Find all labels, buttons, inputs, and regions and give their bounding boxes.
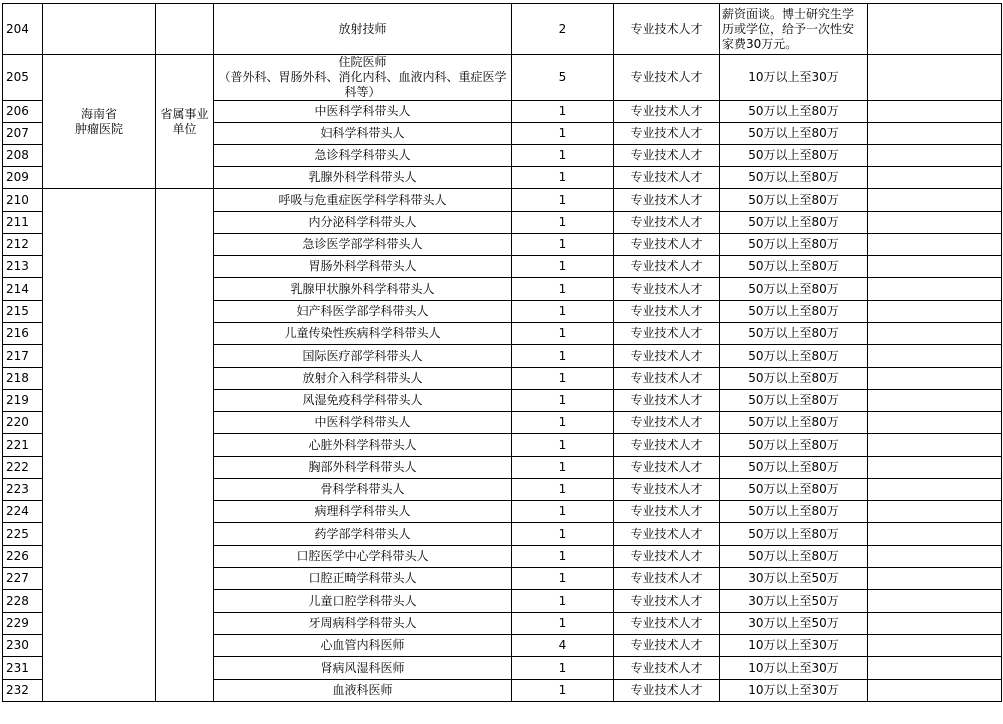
table-row[interactable] [3,4,1002,55]
headcount-cell[interactable]: 1 [512,546,614,568]
category-cell[interactable]: 专业技术人才 [614,523,720,546]
row-number-cell[interactable]: 216 [3,323,43,345]
position-cell[interactable]: 放射介入科学科带头人 [214,368,512,390]
remarks-cell[interactable] [868,189,1002,212]
category-cell[interactable]: 专业技术人才 [614,590,720,613]
position-cell[interactable]: 风湿免疫科学科带头人 [214,390,512,412]
hospital-cell[interactable]: 海南省 肿瘤医院 [43,55,156,189]
position-cell[interactable]: 中医科学科带头人 [214,101,512,123]
position-cell[interactable]: 儿童口腔学科带头人 [214,590,512,613]
headcount-cell[interactable]: 1 [512,345,614,368]
remarks-cell[interactable] [868,145,1002,167]
row-number-cell[interactable]: 207 [3,123,43,145]
row-number-cell[interactable]: 229 [3,613,43,635]
position-cell[interactable]: 胃肠外科学科带头人 [214,256,512,278]
headcount-cell[interactable]: 1 [512,680,614,702]
headcount-cell[interactable]: 4 [512,635,614,657]
salary-cell[interactable]: 10万以上至30万 [720,635,868,657]
remarks-cell[interactable] [868,323,1002,345]
remarks-cell[interactable] [868,55,1002,101]
row-number-cell[interactable]: 227 [3,568,43,590]
headcount-cell[interactable]: 5 [512,55,614,101]
table-row[interactable] [3,189,1002,212]
headcount-cell[interactable]: 1 [512,301,614,323]
position-cell[interactable]: 国际医疗部学科带头人 [214,345,512,368]
salary-cell[interactable]: 10万以上至30万 [720,680,868,702]
salary-cell[interactable]: 30万以上至50万 [720,613,868,635]
salary-cell[interactable]: 50万以上至80万 [720,501,868,523]
row-number-cell[interactable]: 218 [3,368,43,390]
salary-cell[interactable]: 50万以上至80万 [720,368,868,390]
category-cell[interactable]: 专业技术人才 [614,434,720,457]
category-cell[interactable]: 专业技术人才 [614,234,720,256]
category-cell[interactable]: 专业技术人才 [614,167,720,189]
remarks-cell[interactable] [868,345,1002,368]
position-cell[interactable]: 乳腺甲状腺外科学科带头人 [214,278,512,301]
headcount-cell[interactable]: 1 [512,123,614,145]
remarks-cell[interactable] [868,479,1002,501]
headcount-cell[interactable]: 1 [512,390,614,412]
position-cell[interactable]: 心脏外科学科带头人 [214,434,512,457]
row-number-cell[interactable]: 230 [3,635,43,657]
salary-cell[interactable]: 50万以上至80万 [720,278,868,301]
salary-cell[interactable]: 50万以上至80万 [720,301,868,323]
remarks-cell[interactable] [868,123,1002,145]
category-cell[interactable]: 专业技术人才 [614,101,720,123]
recruitment-table [2,3,1002,702]
position-cell[interactable]: 口腔正畸学科带头人 [214,568,512,590]
row-number-cell[interactable]: 210 [3,189,43,212]
remarks-cell[interactable] [868,680,1002,702]
unit-type-cell[interactable]: 省属事业 单位 [156,55,214,189]
salary-cell[interactable]: 50万以上至80万 [720,123,868,145]
remarks-cell[interactable] [868,657,1002,680]
position-cell[interactable]: 急诊科学科带头人 [214,145,512,167]
salary-cell[interactable]: 30万以上至50万 [720,568,868,590]
row-number-cell[interactable]: 205 [3,55,43,101]
salary-cell[interactable]: 50万以上至80万 [720,101,868,123]
position-cell[interactable]: 心血管内科医师 [214,635,512,657]
category-cell[interactable]: 专业技术人才 [614,278,720,301]
headcount-cell[interactable]: 1 [512,167,614,189]
remarks-cell[interactable] [868,412,1002,434]
position-cell[interactable]: 放射技师 [214,4,512,55]
salary-cell[interactable]: 50万以上至80万 [720,234,868,256]
remarks-cell[interactable] [868,4,1002,55]
salary-cell[interactable]: 50万以上至80万 [720,256,868,278]
headcount-cell[interactable]: 1 [512,479,614,501]
row-number-cell[interactable]: 215 [3,301,43,323]
salary-cell[interactable]: 50万以上至80万 [720,323,868,345]
row-number-cell[interactable]: 209 [3,167,43,189]
remarks-cell[interactable] [868,523,1002,546]
category-cell[interactable]: 专业技术人才 [614,613,720,635]
category-cell[interactable]: 专业技术人才 [614,368,720,390]
headcount-cell[interactable]: 1 [512,434,614,457]
headcount-cell[interactable]: 1 [512,189,614,212]
hospital-cell-empty[interactable] [43,189,156,702]
table-body [3,4,1002,702]
category-cell[interactable]: 专业技术人才 [614,568,720,590]
salary-cell[interactable]: 50万以上至80万 [720,345,868,368]
position-cell[interactable]: 口腔医学中心学科带头人 [214,546,512,568]
row-number-cell[interactable]: 212 [3,234,43,256]
remarks-cell[interactable] [868,301,1002,323]
category-cell[interactable]: 专业技术人才 [614,256,720,278]
remarks-cell[interactable] [868,457,1002,479]
unit-type-cell-empty[interactable] [156,4,214,55]
salary-cell[interactable]: 30万以上至50万 [720,590,868,613]
category-cell[interactable]: 专业技术人才 [614,55,720,101]
salary-cell[interactable]: 50万以上至80万 [720,434,868,457]
headcount-cell[interactable]: 1 [512,145,614,167]
position-cell[interactable]: 血液科医师 [214,680,512,702]
headcount-cell[interactable]: 1 [512,234,614,256]
remarks-cell[interactable] [868,167,1002,189]
row-number-cell[interactable]: 211 [3,212,43,234]
position-cell[interactable]: 妇科学科带头人 [214,123,512,145]
category-cell[interactable]: 专业技术人才 [614,189,720,212]
remarks-cell[interactable] [868,212,1002,234]
headcount-cell[interactable]: 1 [512,278,614,301]
salary-cell[interactable]: 50万以上至80万 [720,546,868,568]
row-number-cell[interactable]: 221 [3,434,43,457]
category-cell[interactable]: 专业技术人才 [614,212,720,234]
remarks-cell[interactable] [868,368,1002,390]
row-number-cell[interactable]: 214 [3,278,43,301]
row-number-cell[interactable]: 231 [3,657,43,680]
salary-cell[interactable]: 10万以上至30万 [720,55,868,101]
headcount-cell[interactable]: 1 [512,568,614,590]
headcount-cell[interactable]: 2 [512,4,614,55]
row-number-cell[interactable]: 232 [3,680,43,702]
salary-cell[interactable]: 50万以上至80万 [720,457,868,479]
headcount-cell[interactable]: 1 [512,323,614,345]
position-cell[interactable]: 病理科学科带头人 [214,501,512,523]
category-cell[interactable]: 专业技术人才 [614,123,720,145]
row-number-cell[interactable]: 217 [3,345,43,368]
headcount-cell[interactable]: 1 [512,256,614,278]
row-number-cell[interactable]: 208 [3,145,43,167]
position-cell[interactable]: 内分泌科学科带头人 [214,212,512,234]
unit-type-cell-empty[interactable] [156,189,214,702]
remarks-cell[interactable] [868,101,1002,123]
remarks-cell[interactable] [868,256,1002,278]
remarks-cell[interactable] [868,501,1002,523]
category-cell[interactable]: 专业技术人才 [614,345,720,368]
headcount-cell[interactable]: 1 [512,613,614,635]
category-cell[interactable]: 专业技术人才 [614,4,720,55]
row-number-cell[interactable]: 213 [3,256,43,278]
remarks-cell[interactable] [868,434,1002,457]
row-number-cell[interactable]: 220 [3,412,43,434]
position-cell[interactable]: 牙周病科学科带头人 [214,613,512,635]
category-cell[interactable]: 专业技术人才 [614,501,720,523]
table-row[interactable] [3,55,1002,101]
position-cell[interactable]: 呼吸与危重症医学科学科带头人 [214,189,512,212]
position-cell[interactable]: 急诊医学部学科带头人 [214,234,512,256]
row-number-cell[interactable]: 226 [3,546,43,568]
salary-cell[interactable]: 50万以上至80万 [720,390,868,412]
remarks-cell[interactable] [868,613,1002,635]
position-cell[interactable]: 胸部外科学科带头人 [214,457,512,479]
salary-cell[interactable]: 50万以上至80万 [720,167,868,189]
headcount-cell[interactable]: 1 [512,501,614,523]
remarks-cell[interactable] [868,568,1002,590]
headcount-cell[interactable]: 1 [512,368,614,390]
row-number-cell[interactable]: 206 [3,101,43,123]
row-number-cell[interactable]: 204 [3,4,43,55]
category-cell[interactable]: 专业技术人才 [614,145,720,167]
salary-cell[interactable]: 10万以上至30万 [720,657,868,680]
remarks-cell[interactable] [868,635,1002,657]
headcount-cell[interactable]: 1 [512,590,614,613]
position-cell[interactable]: 儿童传染性疾病科学科带头人 [214,323,512,345]
row-number-cell[interactable]: 225 [3,523,43,546]
salary-cell[interactable]: 50万以上至80万 [720,479,868,501]
remarks-cell[interactable] [868,390,1002,412]
category-cell[interactable]: 专业技术人才 [614,546,720,568]
headcount-cell[interactable]: 1 [512,657,614,680]
position-cell[interactable]: 乳腺外科学科带头人 [214,167,512,189]
row-number-cell[interactable]: 223 [3,479,43,501]
category-cell[interactable]: 专业技术人才 [614,457,720,479]
remarks-cell[interactable] [868,278,1002,301]
row-number-cell[interactable]: 222 [3,457,43,479]
salary-cell[interactable]: 50万以上至80万 [720,212,868,234]
position-cell[interactable]: 骨科学科带头人 [214,479,512,501]
category-cell[interactable]: 专业技术人才 [614,680,720,702]
category-cell[interactable]: 专业技术人才 [614,657,720,680]
remarks-cell[interactable] [868,546,1002,568]
headcount-cell[interactable]: 1 [512,457,614,479]
position-cell[interactable]: 妇产科医学部学科带头人 [214,301,512,323]
hospital-cell-empty[interactable] [43,4,156,55]
remarks-cell[interactable] [868,590,1002,613]
headcount-cell[interactable]: 1 [512,523,614,546]
category-cell[interactable]: 专业技术人才 [614,390,720,412]
row-number-cell[interactable]: 224 [3,501,43,523]
salary-cell[interactable]: 50万以上至80万 [720,145,868,167]
category-cell[interactable]: 专业技术人才 [614,301,720,323]
position-cell[interactable]: 中医科学科带头人 [214,412,512,434]
headcount-cell[interactable]: 1 [512,412,614,434]
category-cell[interactable]: 专业技术人才 [614,635,720,657]
category-cell[interactable]: 专业技术人才 [614,412,720,434]
position-cell[interactable]: 肾病风湿科医师 [214,657,512,680]
row-number-cell[interactable]: 219 [3,390,43,412]
salary-cell[interactable]: 50万以上至80万 [720,523,868,546]
row-number-cell[interactable]: 228 [3,590,43,613]
category-cell[interactable]: 专业技术人才 [614,323,720,345]
salary-cell[interactable]: 50万以上至80万 [720,412,868,434]
category-cell[interactable]: 专业技术人才 [614,479,720,501]
remarks-cell[interactable] [868,234,1002,256]
salary-cell[interactable]: 薪资面谈。博士研究生学历或学位，给予一次性安家费30万元。 [720,4,868,55]
salary-cell[interactable]: 50万以上至80万 [720,189,868,212]
headcount-cell[interactable]: 1 [512,212,614,234]
headcount-cell[interactable]: 1 [512,101,614,123]
position-cell[interactable]: 住院医师 （普外科、胃肠外科、消化内科、血液内科、重症医学科等） [214,55,512,101]
position-cell[interactable]: 药学部学科带头人 [214,523,512,546]
